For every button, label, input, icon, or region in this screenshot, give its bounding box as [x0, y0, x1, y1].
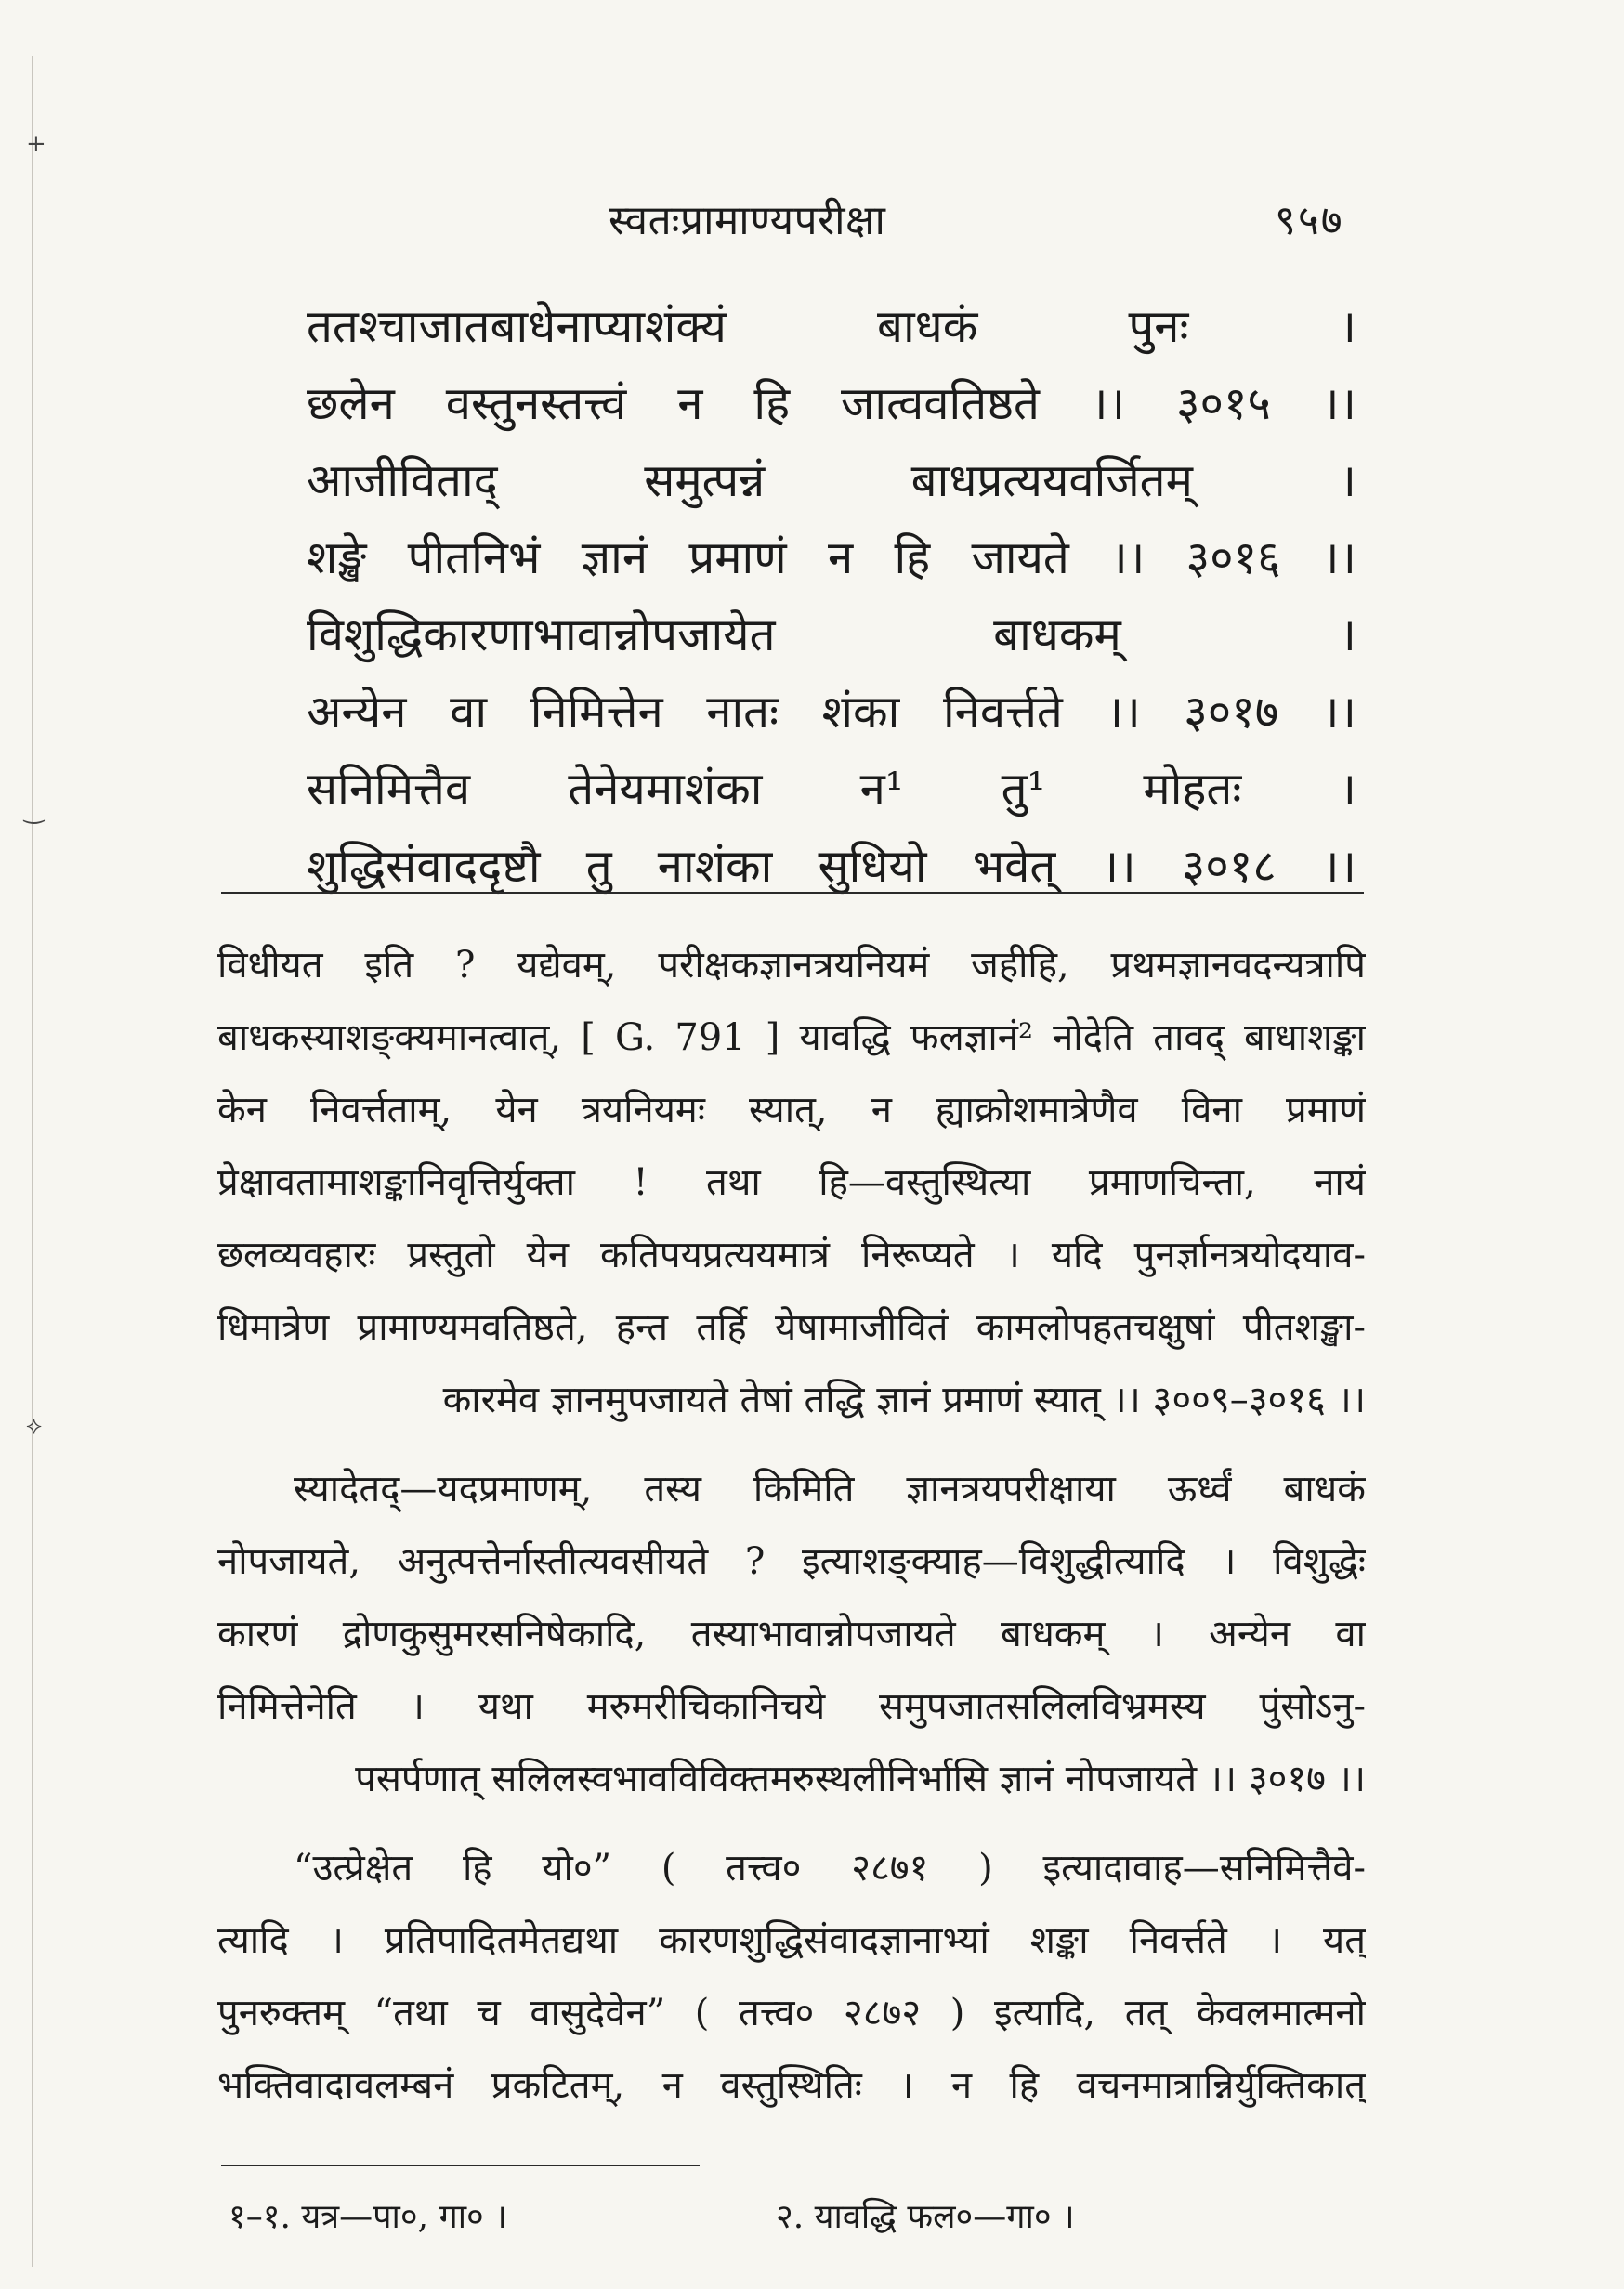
footnote: २. यावद्धि फल०—गा० ।: [776, 2198, 1075, 2236]
commentary-line: बाधकस्याशङ्क्यमानत्वात्, [ G. 791 ] यावद्धि फलज्ञानं² नोदेति तावद् बाधाशङ्का: [217, 1016, 1366, 1059]
verse-line: शङ्खे पीतनिभं ज्ञानं प्रमाणं न हि जायते ।। ३०१६ ।।: [307, 531, 1356, 584]
verse-line: शुद्धिसंवाददृष्टौ तु नाशंका सुधियो भवेत् ।। ३०१८ ।।: [307, 840, 1356, 893]
commentary-line: नोपजायते, अनुत्पत्तेर्नास्तीत्यवसीयते ? इत्याशङ्क्याह—विशुद्धीत्यादि । विशुद्धेः: [217, 1540, 1366, 1583]
verse-block: [307, 288, 1356, 905]
scan-binding-edge: [32, 56, 33, 2267]
commentary-paragraph: [217, 929, 1366, 1436]
verse-line: छलेन वस्तुनस्तत्त्वं न हि जात्ववतिष्ठते ।। ३०१५ ।।: [307, 377, 1356, 430]
commentary-line: त्यादि । प्रतिपादितमेतद्यथा कारणशुद्धिसंवादज्ञानाभ्यां शङ्का निवर्त्तते । यत्: [217, 1919, 1366, 1962]
commentary-line: विधीयत इति ? यद्येवम्, परीक्षकज्ञानत्रयनियमं जहीहि, प्रथमज्ञानवदन्यत्रापि: [217, 944, 1366, 987]
verse-commentary-divider: [221, 892, 1364, 894]
scan-edge-tick: ⟡: [26, 1412, 43, 1440]
verse-line: ततश्चाजातबाधेनाप्याशंक्यं बाधकं पुनः ।: [307, 300, 1356, 353]
commentary-line: प्रेक्षावतामाशङ्कानिवृत्तिर्युक्ता ! तथा हि—वस्तुस्थित्या प्रमाणचिन्ता, नायं: [217, 1161, 1366, 1204]
commentary-paragraph: [217, 1832, 1366, 2122]
running-header: [0, 190, 1624, 246]
verse-line: सनिमित्तैव तेनेयमाशंका न¹ तु¹ मोहतः ।: [307, 763, 1356, 816]
commentary-line: भक्तिवादावलम्बनं प्रकटितम्, न वस्तुस्थितिः । न हि वचनमात्रान्निर्युक्तिकात्: [217, 2064, 1366, 2107]
verse-line: विशुद्धिकारणाभावान्नोपजायेत बाधकम् ।: [307, 608, 1356, 661]
verse-line: आजीविताद् समुत्पन्नं बाधप्रत्ययवर्जितम् ।: [307, 454, 1356, 507]
commentary-line: केन निवर्त्तताम्, येन त्रयनियमः स्यात्, न ह्याक्रोशमात्रेणैव विना प्रमाणं: [217, 1089, 1366, 1131]
commentary-line: धिमात्रेण प्रामाण्यमवतिष्ठते, हन्त तर्हि येषामाजीवितं कामलोपहतचक्षुषां पीतशङ्खा-: [217, 1306, 1366, 1349]
page-number: ९५७: [1275, 197, 1344, 244]
commentary-line: कारमेव ज्ञानमुपजायते तेषां तद्धि ज्ञानं प्रमाणं स्यात् ।। ३००९–३०१६ ।।: [442, 1379, 1366, 1421]
footnote-divider: [221, 2165, 700, 2166]
commentary-paragraph: [217, 1453, 1366, 1815]
commentary-line: कारणं द्रोणकुसुमरसनिषेकादि, तस्याभावान्नोपजायते बाधकम् । अन्येन वा: [217, 1613, 1366, 1655]
commentary-line: पसर्पणात् सलिलस्वभावविविक्तमरुस्थलीनिर्भासि ज्ञानं नोपजायते ।। ३०१७ ।।: [355, 1758, 1366, 1800]
footnotes: [0, 2192, 1624, 2239]
verse-line: अन्येन वा निमित्तेन नातः शंका निवर्त्तते ।। ३०१७ ।।: [307, 686, 1356, 739]
commentary-line: पुनरुक्तम् “तथा च वासुदेवेन” ( तत्त्व० २८७२ ) इत्यादि, तत् केवलमात्मनो: [217, 1992, 1366, 2034]
scan-edge-tick: +: [26, 130, 46, 158]
page-title: स्वतःप्रामाण्यपरीक्षा: [609, 197, 886, 244]
commentary-line: “उत्प्रेक्षेत हि यो०” ( तत्त्व० २८७१ ) इत्यादावाह—सनिमित्तैवे-: [294, 1847, 1366, 1890]
commentary-line: स्यादेतद्—यदप्रमाणम्, तस्य किमिति ज्ञानत्रयपरीक्षाया ऊर्ध्वं बाधकं: [294, 1468, 1366, 1511]
footnote: १–१. यत्र—पा०, गा० ।: [229, 2198, 507, 2236]
commentary: [217, 929, 1366, 2122]
scan-edge-tick: ‿: [24, 797, 44, 825]
commentary-line: निमित्तेनेति । यथा मरुमरीचिकानिचये समुपजातसलिलविभ्रमस्य पुंसोऽनु-: [217, 1685, 1366, 1728]
commentary-line: छलव्यवहारः प्रस्तुतो येन कतिपयप्रत्ययमात्रं निरूप्यते । यदि पुनर्ज्ञानत्रयोदयाव-: [217, 1234, 1366, 1276]
